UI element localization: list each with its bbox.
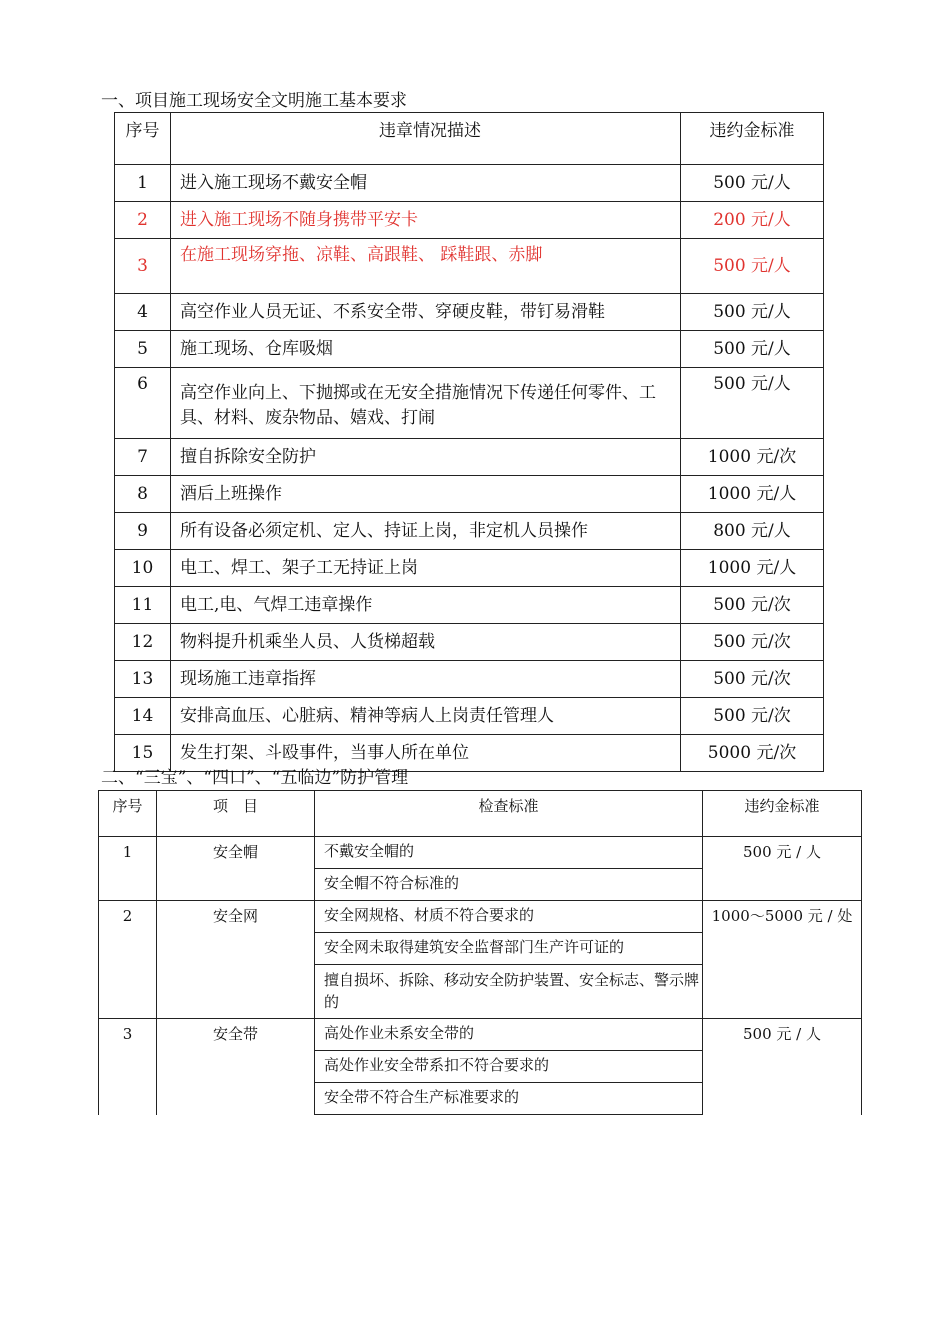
table-row <box>115 661 824 698</box>
column-header: 序号 <box>115 113 171 165</box>
violation-description: 发生打架、斗殴事件，当事人所在单位 <box>171 735 681 772</box>
fine-amount: 1000 元/人 <box>681 550 824 587</box>
fine-amount: 500 元/人 <box>681 239 824 294</box>
fine-amount: 1000 元/次 <box>681 439 824 476</box>
fine-amount: 1000～5000 元 / 处 <box>703 901 862 1019</box>
fine-amount: 500 元/次 <box>681 624 824 661</box>
violation-description: 高空作业人员无证、不系安全带、穿硬皮鞋，带钉易滑鞋 <box>171 294 681 331</box>
row-number: 3 <box>115 239 171 294</box>
inspection-standard: 安全帽不符合标准的 <box>315 869 703 901</box>
table-row <box>115 165 824 202</box>
violation-description: 进入施工现场不随身携带平安卡 <box>171 202 681 239</box>
violation-description: 酒后上班操作 <box>171 476 681 513</box>
violation-description: 所有设备必须定机、定人、持证上岗，非定机人员操作 <box>171 513 681 550</box>
row-number: 10 <box>115 550 171 587</box>
table-row <box>115 294 824 331</box>
table-row <box>99 901 862 933</box>
row-number: 13 <box>115 661 171 698</box>
fine-amount: 500 元/人 <box>681 294 824 331</box>
row-number: 6 <box>115 368 171 439</box>
table-row <box>115 698 824 735</box>
fine-amount: 500 元 / 人 <box>703 837 862 901</box>
fine-amount: 800 元/人 <box>681 513 824 550</box>
fine-amount: 500 元/次 <box>681 661 824 698</box>
row-number: 1 <box>115 165 171 202</box>
table-row <box>115 587 824 624</box>
violation-description: 施工现场、仓库吸烟 <box>171 331 681 368</box>
item-name: 安全带 <box>157 1019 315 1115</box>
fine-amount: 500 元 / 人 <box>703 1019 862 1115</box>
violation-description: 高空作业向上、下抛掷或在无安全措施情况下传递任何零件、工具、材料、废杂物品、嬉戏、打闹 <box>171 368 681 439</box>
row-number: 2 <box>115 202 171 239</box>
row-number: 7 <box>115 439 171 476</box>
row-number: 3 <box>99 1019 157 1115</box>
table-row <box>115 624 824 661</box>
violation-description: 安排高血压、心脏病、精神等病人上岗责任管理人 <box>171 698 681 735</box>
inspection-standard: 安全网未取得建筑安全监督部门生产许可证的 <box>315 933 703 965</box>
table-row <box>99 837 862 869</box>
inspection-standard: 安全带不符合生产标准要求的 <box>315 1083 703 1115</box>
column-header: 违章情况描述 <box>171 113 681 165</box>
item-name: 安全网 <box>157 901 315 1019</box>
fine-amount: 500 元/次 <box>681 698 824 735</box>
row-number: 11 <box>115 587 171 624</box>
row-number: 5 <box>115 331 171 368</box>
column-header: 违约金标准 <box>681 113 824 165</box>
fine-amount: 1000 元/人 <box>681 476 824 513</box>
table-row <box>115 202 824 239</box>
fine-amount: 500 元/人 <box>681 331 824 368</box>
inspection-standard: 高处作业未系安全带的 <box>315 1019 703 1051</box>
inspection-standard: 不戴安全帽的 <box>315 837 703 869</box>
table-row <box>115 513 824 550</box>
table-header-row <box>99 791 862 837</box>
violation-description: 电工,电、气焊工违章操作 <box>171 587 681 624</box>
section1-title: 一、项目施工现场安全文明施工基本要求 <box>101 91 407 111</box>
table-row <box>115 735 824 772</box>
fine-amount: 5000 元/次 <box>681 735 824 772</box>
row-number: 15 <box>115 735 171 772</box>
violation-description: 擅自拆除安全防护 <box>171 439 681 476</box>
violation-description: 物料提升机乘坐人员、人货梯超载 <box>171 624 681 661</box>
row-number: 4 <box>115 294 171 331</box>
protection-table <box>98 790 862 1115</box>
table-row <box>115 239 824 294</box>
table-row <box>115 368 824 439</box>
table-row <box>115 476 824 513</box>
violation-description: 现场施工违章指挥 <box>171 661 681 698</box>
violation-description: 电工、焊工、架子工无持证上岗 <box>171 550 681 587</box>
table-row <box>115 331 824 368</box>
fine-amount: 500 元/次 <box>681 587 824 624</box>
row-number: 9 <box>115 513 171 550</box>
inspection-standard: 安全网规格、材质不符合要求的 <box>315 901 703 933</box>
table-row <box>115 550 824 587</box>
section2-title: 二、“三宝”、“四口”、“五临边”防护管理 <box>101 768 409 788</box>
violation-description: 进入施工现场不戴安全帽 <box>171 165 681 202</box>
fine-amount: 500 元/人 <box>681 165 824 202</box>
fine-amount: 200 元/人 <box>681 202 824 239</box>
inspection-standard: 高处作业安全带系扣不符合要求的 <box>315 1051 703 1083</box>
violation-description: 在施工现场穿拖、凉鞋、高跟鞋、 踩鞋跟、赤脚 <box>171 239 681 294</box>
table-header-row <box>115 113 824 165</box>
inspection-standard: 擅自损坏、拆除、移动安全防护装置、安全标志、警示牌的 <box>315 965 703 1019</box>
item-name: 安全帽 <box>157 837 315 901</box>
table-row <box>99 1019 862 1051</box>
table-row <box>115 439 824 476</box>
row-number: 12 <box>115 624 171 661</box>
row-number: 8 <box>115 476 171 513</box>
column-header: 违约金标准 <box>703 791 862 837</box>
row-number: 1 <box>99 837 157 901</box>
fine-amount: 500 元/人 <box>681 368 824 439</box>
column-header: 序号 <box>99 791 157 837</box>
row-number: 2 <box>99 901 157 1019</box>
violation-table <box>114 112 824 772</box>
column-header: 检查标准 <box>315 791 703 837</box>
row-number: 14 <box>115 698 171 735</box>
column-header: 项 目 <box>157 791 315 837</box>
